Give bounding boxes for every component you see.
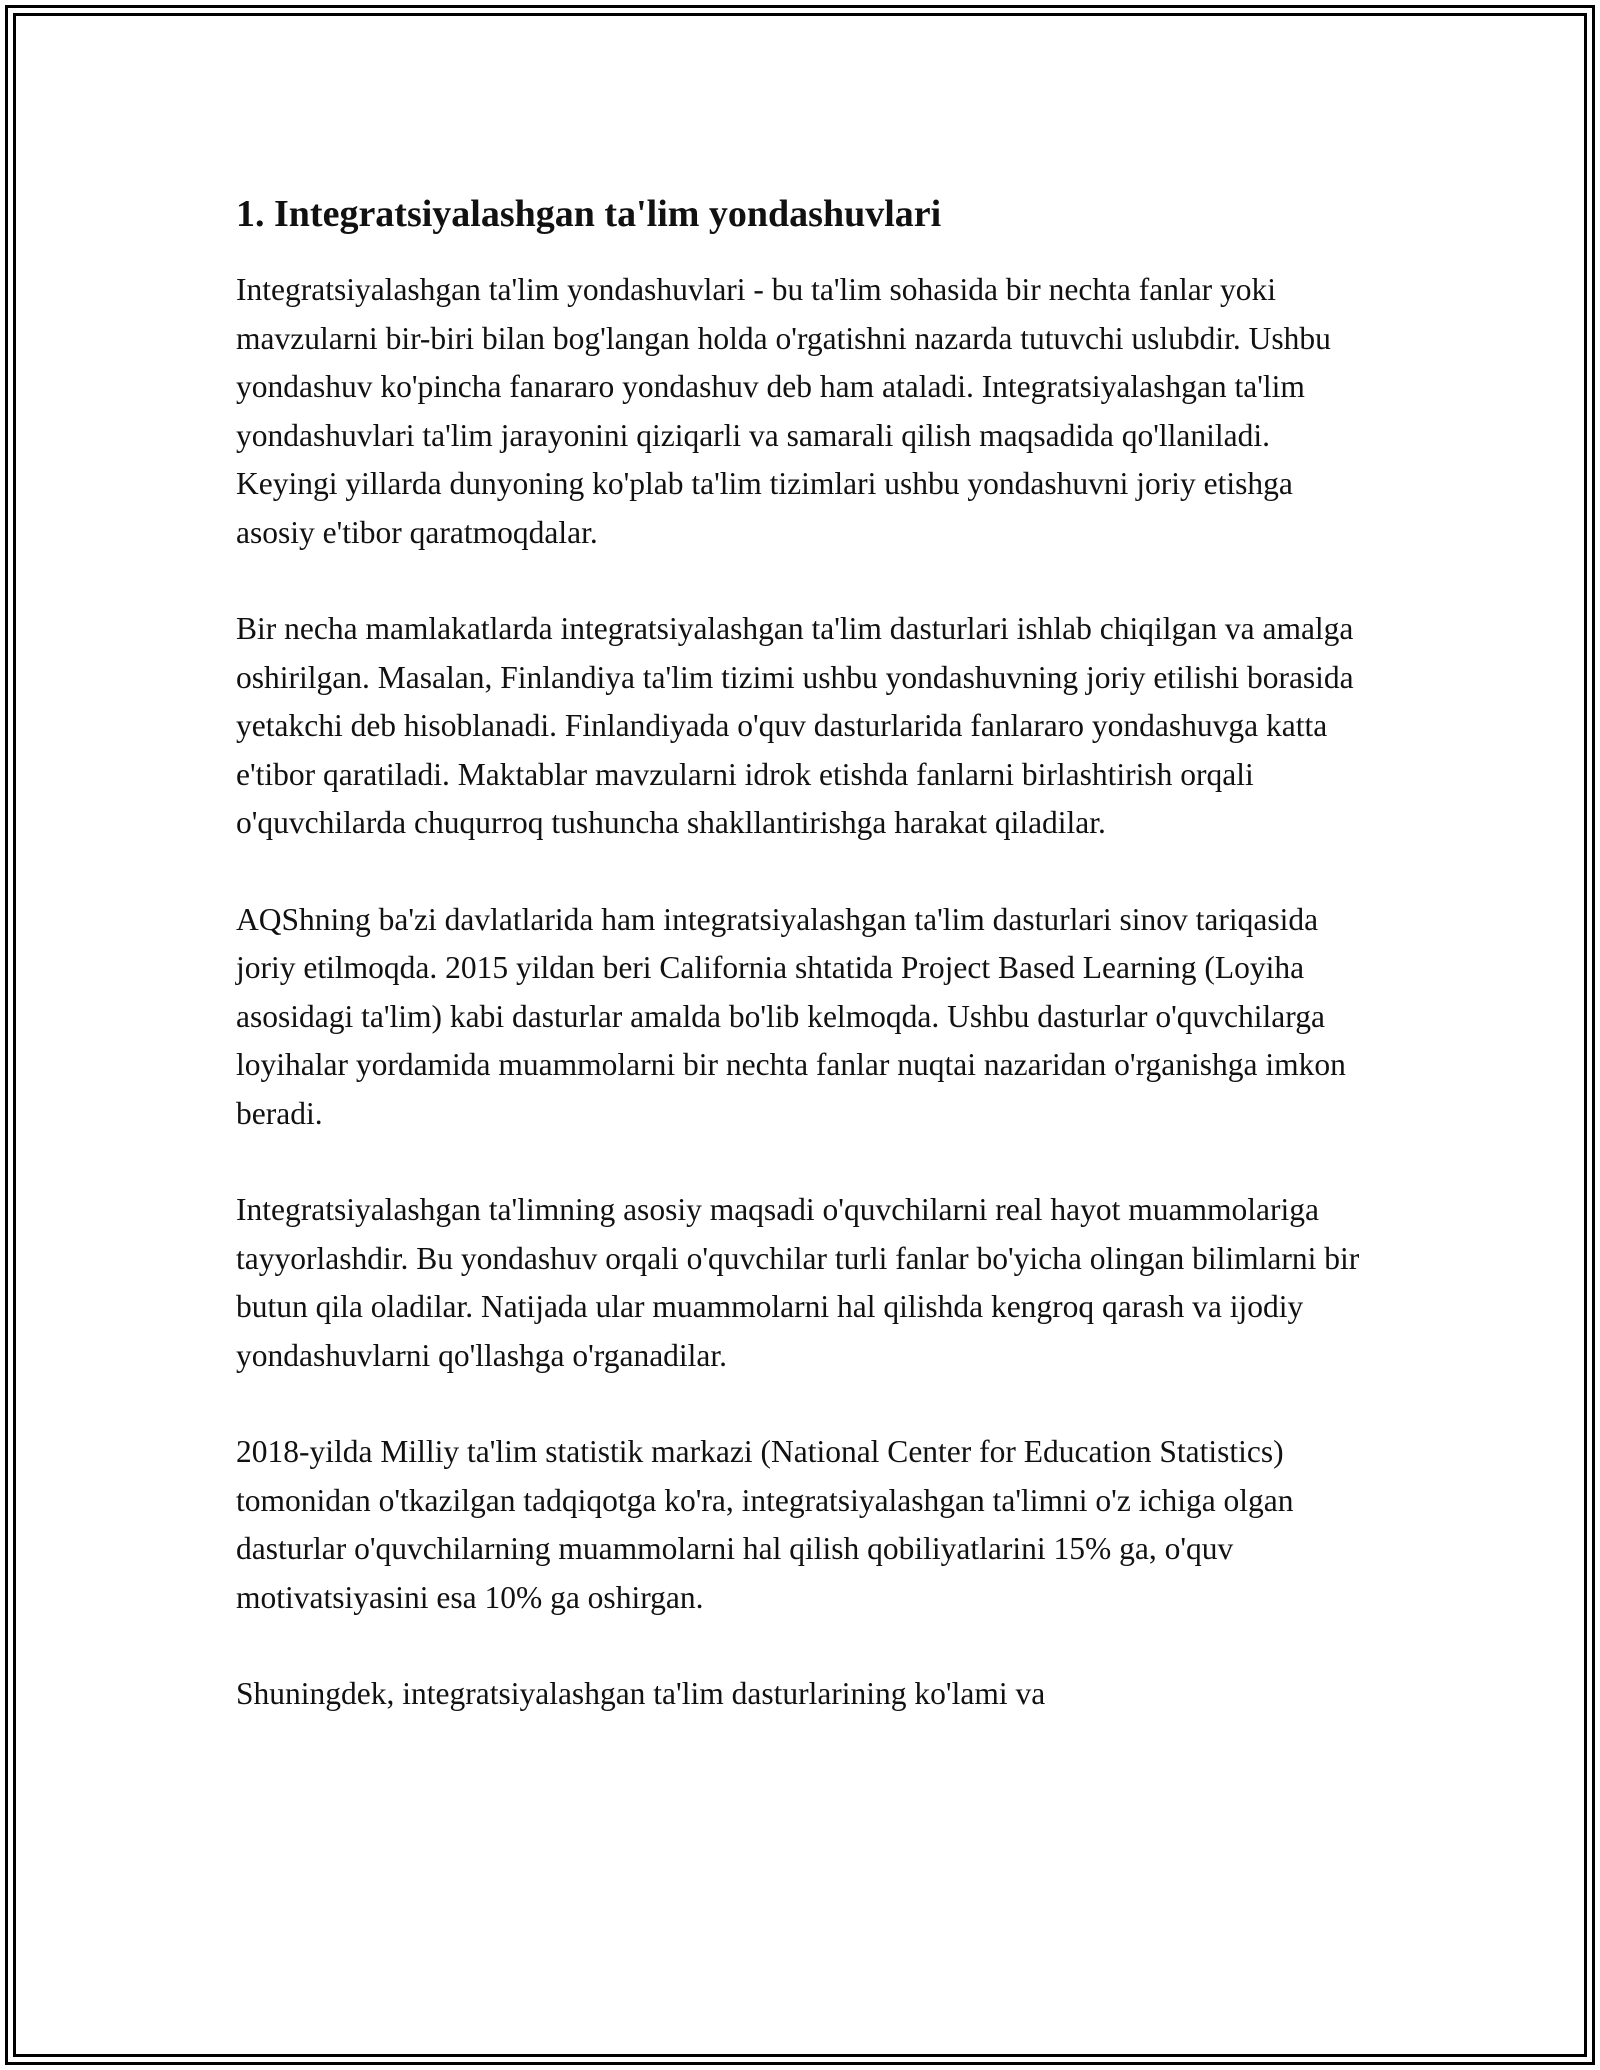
paragraph-3: AQShning ba'zi davlatlarida ham integratsiyalashgan ta'lim dasturlari sinov tariqasida joriy etilmoqda. 2015 yildan beri California shtatida Project Based Learning (Loyiha asosidagi ta'lim) kabi dasturlar amalda bo'lib kelmoqda. Ushbu dasturlar o'quvchilarga loyihalar yordamida muammolarni bir nechta fanlar nuqtai nazaridan o'rganishga imkon beradi. <box>236 901 1346 1131</box>
paragraph-1: Integratsiyalashgan ta'lim yondashuvlari - bu ta'lim sohasida bir nechta fanlar yoki mavzularni bir-biri bilan bog'langan holda o'rgatishni nazarda tutuvchi uslubdir. Ushbu yondashuv ko'pincha fanararo yondashuv deb ham ataladi. Integratsiyalashgan ta'lim yondashuvlari ta'lim jarayonini qiziqarli va samarali qilish maqsadida qo'llaniladi. Keyingi yillarda dunyoning ko'plab ta'lim tizimlari ushbu yondashuvni joriy etishga asosiy e'tibor qaratmoqdalar. <box>236 272 1331 550</box>
paragraph-2: Bir necha mamlakatlarda integratsiyalashgan ta'lim dasturlari ishlab chiqilgan va amalga oshirilgan. Masalan, Finlandiya ta'lim tizimi ushbu yondashuvning joriy etilishi borasida yetakchi deb hisoblanadi. Finlandiyada o'quv dasturlarida fanlararo yondashuvga katta e'tibor qaratiladi. Maktablar mavzularni idrok etishda fanlarni birlashtirish orqali o'quvchilarda chuqurroq tushuncha shakllantirishga harakat qiladilar. <box>236 611 1354 840</box>
paragraph-5: 2018-yilda Milliy ta'lim statistik markazi (National Center for Education Statistics) tomonidan o'tkazilgan tadqiqotga ko'ra, integratsiyalashgan ta'limni o'z ichiga olgan dasturlar o'quvchilarning muammolarni hal qilish qobiliyatlarini 15% ga, o'quv motivatsiyasini esa 10% ga oshirgan. <box>236 1434 1294 1615</box>
paragraph-6: Shuningdek, integratsiyalashgan ta'lim dasturlarining ko'lami va <box>236 1676 1046 1711</box>
section-heading: 1. Integratsiyalashgan ta'lim yondashuvlari <box>236 193 942 235</box>
paragraph-4: Integratsiyalashgan ta'limning asosiy maqsadi o'quvchilarni real hayot muammolariga tayyorlashdir. Bu yondashuv orqali o'quvchilar turli fanlar bo'yicha olingan bilimlarni bir butun qila oladilar. Natijada ular muammolarni hal qilishda kengroq qarash va ijodiy yondashuvlarni qo'llashga o'rganadilar. <box>236 1192 1360 1373</box>
document-body <box>236 188 1366 1767</box>
